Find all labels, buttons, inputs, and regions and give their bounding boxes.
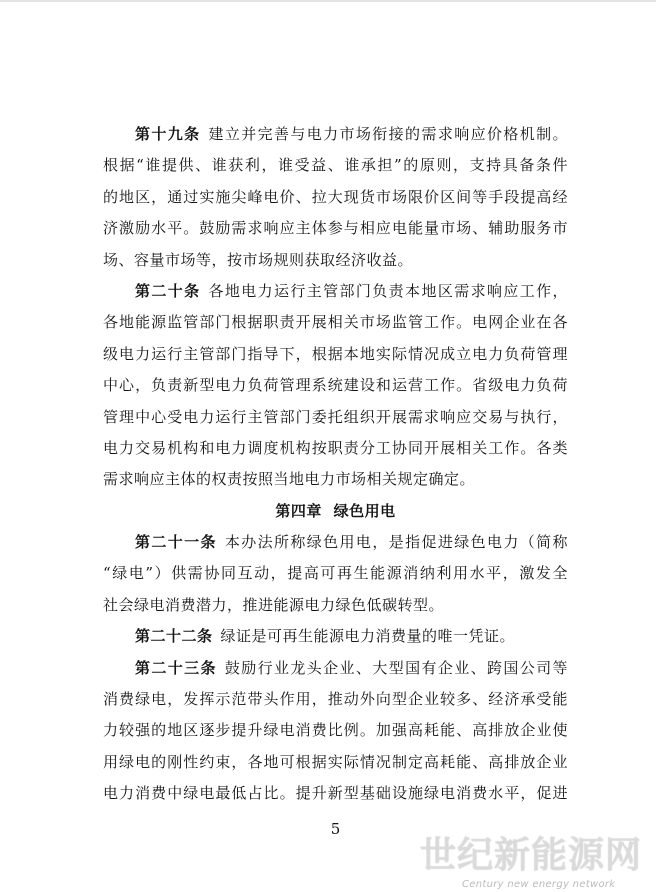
article-19-label: 第十九条	[135, 125, 201, 143]
article-21-label: 第二十一条	[135, 533, 217, 552]
article-20-line: 管理中心受电力运行主管部门委托组织开展需求响应交易与执行，	[103, 407, 568, 426]
page-body	[103, 119, 568, 810]
article-20-label: 第二十条	[135, 281, 201, 300]
article-20-line: 中心，负责新型电力负荷管理系统建设和运营工作。省级电力负荷	[103, 376, 568, 395]
article-21-text: 本办法所称绿色用电，是指促进绿色电力（简称	[224, 533, 568, 552]
article-20-line: 各地能源监管部门根据职责开展相关市场监管工作。电网企业在各	[103, 313, 568, 332]
article-22-line	[103, 621, 568, 652]
article-19-line	[103, 119, 568, 150]
article-19-line: 场、容量市场等，按市场规则获取经济收益。	[103, 250, 414, 269]
article-21-line	[103, 527, 568, 558]
article-23-line: 用绿电的刚性约束，各地可根据实际情况制定高耗能、高排放企业	[103, 752, 568, 771]
article-19-line: 济激励水平。鼓励需求响应主体参与相应电能量市场、辅助服务市	[103, 219, 568, 238]
article-22-label: 第二十二条	[135, 627, 213, 646]
article-23-line: 电力消费中绿电最低占比。提升新型基础设施绿电消费水平，促进	[103, 784, 568, 803]
article-23-label: 第二十三条	[135, 658, 217, 677]
article-23-text: 鼓励行业龙头企业、大型国有企业、跨国公司等	[224, 658, 568, 677]
watermark-tagline: Century new energy network	[462, 879, 616, 890]
chapter-heading: 第四章 绿色用电	[275, 501, 396, 520]
article-20-line	[103, 276, 568, 307]
article-23-line	[103, 653, 568, 684]
page-number: 5	[330, 820, 341, 838]
article-23-line: 消费绿电，发挥示范带头作用，推动外向型企业较多、经济承受能	[103, 690, 568, 709]
article-23-line: 力较强的地区逐步提升绿电消费比例。加强高耗能、高排放企业使	[103, 721, 568, 740]
article-19-line: 根据“谁提供、谁获利，谁受益、谁承担”的原则，支持具备条件	[103, 156, 568, 175]
article-20-text: 各地电力运行主管部门负责本地区需求响应工作，	[208, 281, 568, 300]
watermark-brand: 世纪新能源网	[420, 835, 643, 876]
article-19-line: 的地区，通过实施尖峰电价、拉大现货市场限价区间等手段提高经	[103, 187, 568, 206]
article-20-line: 电力交易机构和电力调度机构按职责分工协同开展相关工作。各类	[103, 438, 568, 457]
article-20-line: 需求响应主体的权责按照当地电力市场相关规定确定。	[103, 470, 476, 489]
article-21-line: 社会绿电消费潜力，推进能源电力绿色低碳转型。	[103, 595, 445, 614]
article-21-line: “绿电”）供需协同互动，提高可再生能源消纳利用水平，激发全	[103, 564, 568, 583]
article-22-text: 绿证是可再生能源电力消费量的唯一凭证。	[220, 627, 516, 646]
article-19-text: 建立并完善与电力市场衔接的需求响应价格机制。	[208, 125, 568, 143]
article-20-line: 级电力运行主管部门指导下，根据本地实际情况成立电力负荷管理	[103, 344, 568, 363]
